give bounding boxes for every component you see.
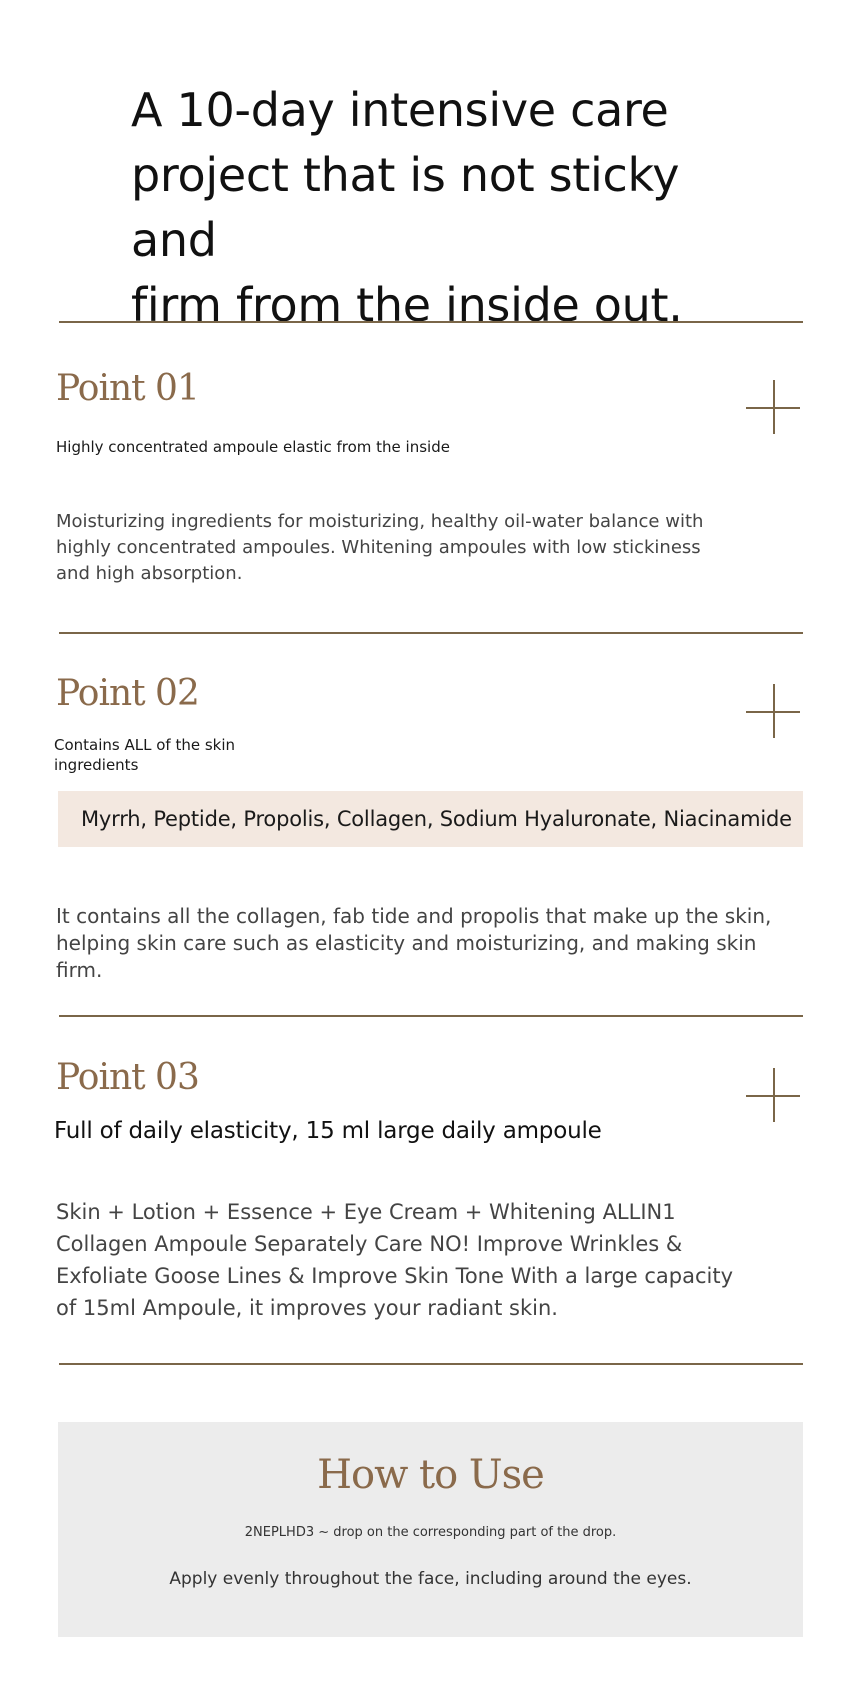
point-03-subtitle: Full of daily elasticity, 15 ml large daily ampoule <box>54 1118 602 1144</box>
divider <box>59 1015 803 1017</box>
divider <box>59 321 803 323</box>
headline-line-1: A 10-day intensive care <box>131 83 669 137</box>
divider <box>59 1363 803 1365</box>
how-to-use-title: How to Use <box>317 1452 544 1498</box>
point-01-subtitle: Highly concentrated ampoule elastic from the inside <box>56 438 450 456</box>
plus-icon <box>746 380 800 434</box>
point-02-subtitle <box>54 735 235 775</box>
how-to-use-step-2: Apply evenly throughout the face, including around the eyes. <box>169 1569 692 1589</box>
ingredients-list: Myrrh, Peptide, Propolis, Collagen, Sodium Hyaluronate, Niacinamide <box>81 807 792 831</box>
point-01-title: Point 01 <box>56 368 199 409</box>
headline-line-2: project that is not sticky and <box>131 148 680 267</box>
page-headline <box>131 78 771 338</box>
point-02-subtitle-line-2: ingredients <box>54 756 139 774</box>
plus-icon <box>746 1068 800 1122</box>
point-02-subtitle-line-1: Contains ALL of the skin <box>54 736 236 754</box>
how-to-use-step-1: 2NEPLHD3 ~ drop on the corresponding part of the drop. <box>244 1525 617 1540</box>
point-03-title: Point 03 <box>56 1057 199 1098</box>
point-03-body: Skin + Lotion + Essence + Eye Cream + Whitening ALLIN1 Collagen Ampoule Separately Care NO! Improve Wrinkles & Exfoliate Goose Lines & Improve Skin Tone With a large capacity of 15ml Ampoule, it improves your radiant skin. <box>56 1200 734 1320</box>
point-02-title: Point 02 <box>56 673 199 714</box>
headline-line-3: firm from the inside out. <box>131 278 683 332</box>
point-02-body: It contains all the collagen, fab tide and propolis that make up the skin, helping skin care such as elasticity and moisturizing, and making skin firm. <box>56 904 772 982</box>
divider <box>59 632 803 634</box>
point-01-body: Moisturizing ingredients for moisturizing, healthy oil-water balance with highly concentrated ampoules. Whitening ampoules with low stickiness and high absorption. <box>56 511 704 584</box>
plus-icon <box>746 684 800 738</box>
